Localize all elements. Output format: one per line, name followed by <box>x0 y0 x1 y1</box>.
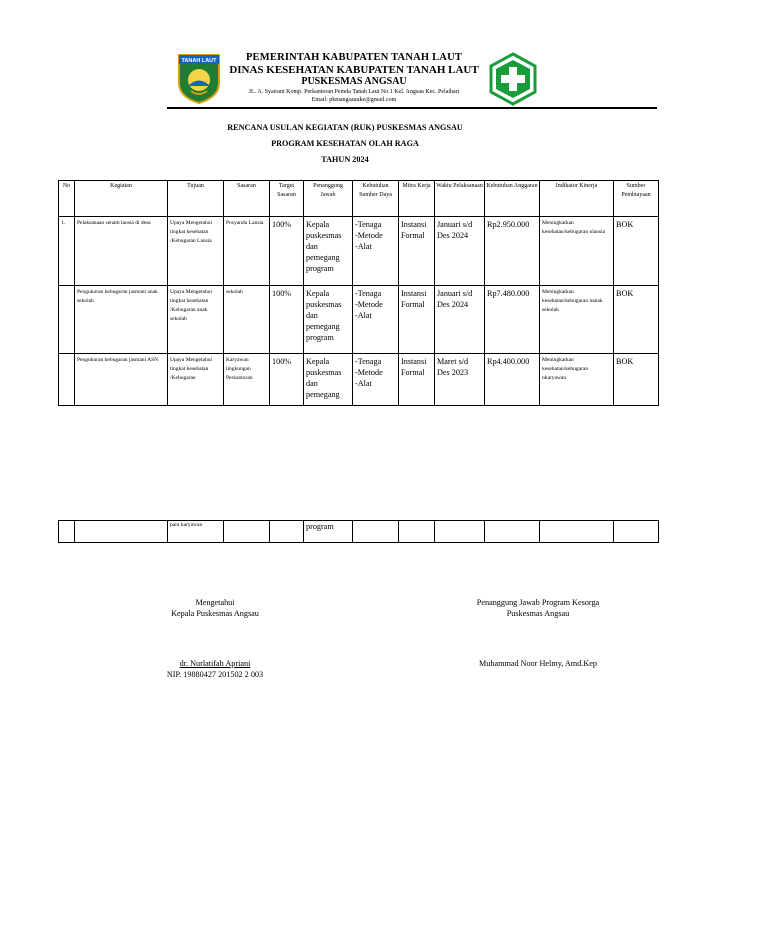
cell-pj: Kepala puskesmas dan pemegang program <box>304 217 353 286</box>
cell-target: 100% <box>270 286 304 354</box>
table-header-row <box>59 181 659 217</box>
cell-kegiatan: Pengukuran kebugaran jasmani ASN <box>75 354 168 406</box>
cell-pj-continued: program <box>304 521 353 543</box>
cell-pj: Kepala puskesmas dan pemegang program <box>304 286 353 354</box>
table-row <box>59 217 659 286</box>
resource-item: -Alat <box>355 242 372 251</box>
resource-item: -Metode <box>355 368 383 377</box>
signature-block-head <box>150 597 280 680</box>
cell-empty <box>614 521 659 543</box>
col-header-pembiayaan: Sumber Pembiayaan <box>614 181 659 217</box>
cell-empty <box>353 521 399 543</box>
cell-empty <box>270 521 304 543</box>
cell-empty <box>485 521 540 543</box>
signatory-name: Muhammad Noor Helmy, Amd.Kep <box>479 659 597 668</box>
cell-indikator: Meningkatkan kesehatan/kebugaran nkaryawan <box>540 354 614 406</box>
cell-kegiatan: Pelaksanaan senam lansia di desa <box>75 217 168 286</box>
cell-sumber-daya <box>353 354 399 406</box>
col-header-kegiatan: Kegiatan <box>75 181 168 217</box>
cell-sumber-daya <box>353 217 399 286</box>
resource-item: -Metode <box>355 300 383 309</box>
tanah-laut-regency-logo <box>176 53 222 105</box>
cell-no <box>59 354 75 406</box>
cell-sasaran: Karyawan lingkungan Perkantoran <box>224 354 270 406</box>
ruk-table-continuation <box>58 520 659 543</box>
cell-anggaran: Rp7.480.000 <box>485 286 540 354</box>
cell-empty <box>540 521 614 543</box>
col-header-sasaran: Sasaran <box>224 181 270 217</box>
letterhead-email: Email: pkmangsauuke@gmail.com <box>311 97 397 103</box>
cell-empty <box>75 521 168 543</box>
col-header-waktu: Waktu Pelaksanaan <box>435 181 485 217</box>
puskesmas-logo <box>488 52 538 106</box>
document-title: RENCANA USULAN KEGIATAN (RUK) PUSKESMAS ANGSAU <box>227 123 463 132</box>
letterhead-address: JL. A. Syairani Komp. Perkantoran Pemda Tanah Laut No.1 Kel. Angsau Kec. Pelaihari <box>248 89 460 95</box>
cell-mitra: Instansi Formal <box>399 286 435 354</box>
cell-sasaran: sekolah <box>224 286 270 354</box>
resource-item: -Alat <box>355 311 372 320</box>
letterhead-department: DINAS KESEHATAN KABUPATEN TANAH LAUT <box>229 64 479 76</box>
ruk-table <box>58 180 659 406</box>
resource-item: -Metode <box>355 231 383 240</box>
resource-item: -Tenaga <box>355 357 382 366</box>
signature-role: Kepala Puskesmas Angsau <box>171 609 259 618</box>
col-header-no: No <box>59 181 75 217</box>
col-header-target: Target Sasaran <box>270 181 304 217</box>
cell-sasaran: Posyandu Lansia <box>224 217 270 286</box>
col-header-anggaran: Kebutuhan Anggaran <box>485 181 540 217</box>
cell-tujuan-continued: para karyawan <box>168 521 224 543</box>
table-row <box>59 354 659 406</box>
col-header-tujuan: Tujuan <box>168 181 224 217</box>
signature-institution: Puskesmas Angsau <box>506 609 570 618</box>
col-header-indikator: Indikator Kinerja <box>540 181 614 217</box>
table-row <box>59 521 659 543</box>
cell-target: 100% <box>270 354 304 406</box>
cell-indikator: Meningkatkan kesehatan/kebugaran nanak sekolah <box>540 286 614 354</box>
col-header-sumber-daya: Kebutuhan Sumber Daya <box>353 181 399 217</box>
cell-empty <box>435 521 485 543</box>
cell-no: 1. <box>59 217 75 286</box>
signature-approval-label: Mengetahui <box>195 598 235 607</box>
cell-anggaran: Rp4.400.000 <box>485 354 540 406</box>
cell-anggaran: Rp2.950.000 <box>485 217 540 286</box>
year-title: TAHUN 2024 <box>321 155 369 164</box>
cell-empty <box>59 521 75 543</box>
signatory-name: dr. Nurlatifah Apriani <box>179 659 251 668</box>
cell-mitra: Instansi Formal <box>399 354 435 406</box>
cell-target: 100% <box>270 217 304 286</box>
program-title: PROGRAM KESEHATAN OLAH RAGA <box>271 139 419 148</box>
cell-waktu: Maret s/d Des 2023 <box>435 354 485 406</box>
cell-tujuan: Upaya Mengetahui tingkat kesehatan /Kebugaran anak sekolah <box>168 286 224 354</box>
cell-indikator: Meningkatkan kesehatan/kebugaran nlansia <box>540 217 614 286</box>
cell-pembiayaan: BOK <box>614 286 659 354</box>
cell-pj: Kepala puskesmas dan pemegang <box>304 354 353 406</box>
cell-mitra: Instansi Formal <box>399 217 435 286</box>
table-row <box>59 286 659 354</box>
logo-text: TANAH LAUT <box>181 58 217 64</box>
cell-empty <box>224 521 270 543</box>
cell-empty <box>399 521 435 543</box>
cell-kegiatan: Pengukuran kebugaran jasmani anak sekolah <box>75 286 168 354</box>
signature-block-program <box>448 597 628 669</box>
cell-waktu: Januari s/d Des 2024 <box>435 286 485 354</box>
signature-role: Penanggung Jawab Program Kesorga <box>476 598 600 607</box>
col-header-mitra: Mitra Kerja <box>399 181 435 217</box>
document-titles <box>160 122 530 170</box>
cell-no <box>59 286 75 354</box>
letterhead <box>222 52 486 104</box>
resource-item: -Tenaga <box>355 220 382 229</box>
letterhead-government: PEMERINTAH KABUPATEN TANAH LAUT <box>245 52 463 63</box>
signatory-nip: NIP. 19880427 201502 2 003 <box>166 670 264 679</box>
col-header-pj: Penanggung Jawab <box>304 181 353 217</box>
cell-tujuan: Upaya Mengetahui tingkat kesehatan /Kebugaran Lansia <box>168 217 224 286</box>
cell-pembiayaan: BOK <box>614 354 659 406</box>
letterhead-rule <box>167 107 657 109</box>
cell-waktu: Januari s/d Des 2024 <box>435 217 485 286</box>
cell-sumber-daya <box>353 286 399 354</box>
resource-item: -Alat <box>355 379 372 388</box>
cell-tujuan: Upaya Mengetahui tingkat kesehatan /Kebugaran <box>168 354 224 406</box>
resource-item: -Tenaga <box>355 289 382 298</box>
cell-pembiayaan: BOK <box>614 217 659 286</box>
letterhead-puskesmas: PUSKESMAS ANGSAU <box>301 76 407 87</box>
